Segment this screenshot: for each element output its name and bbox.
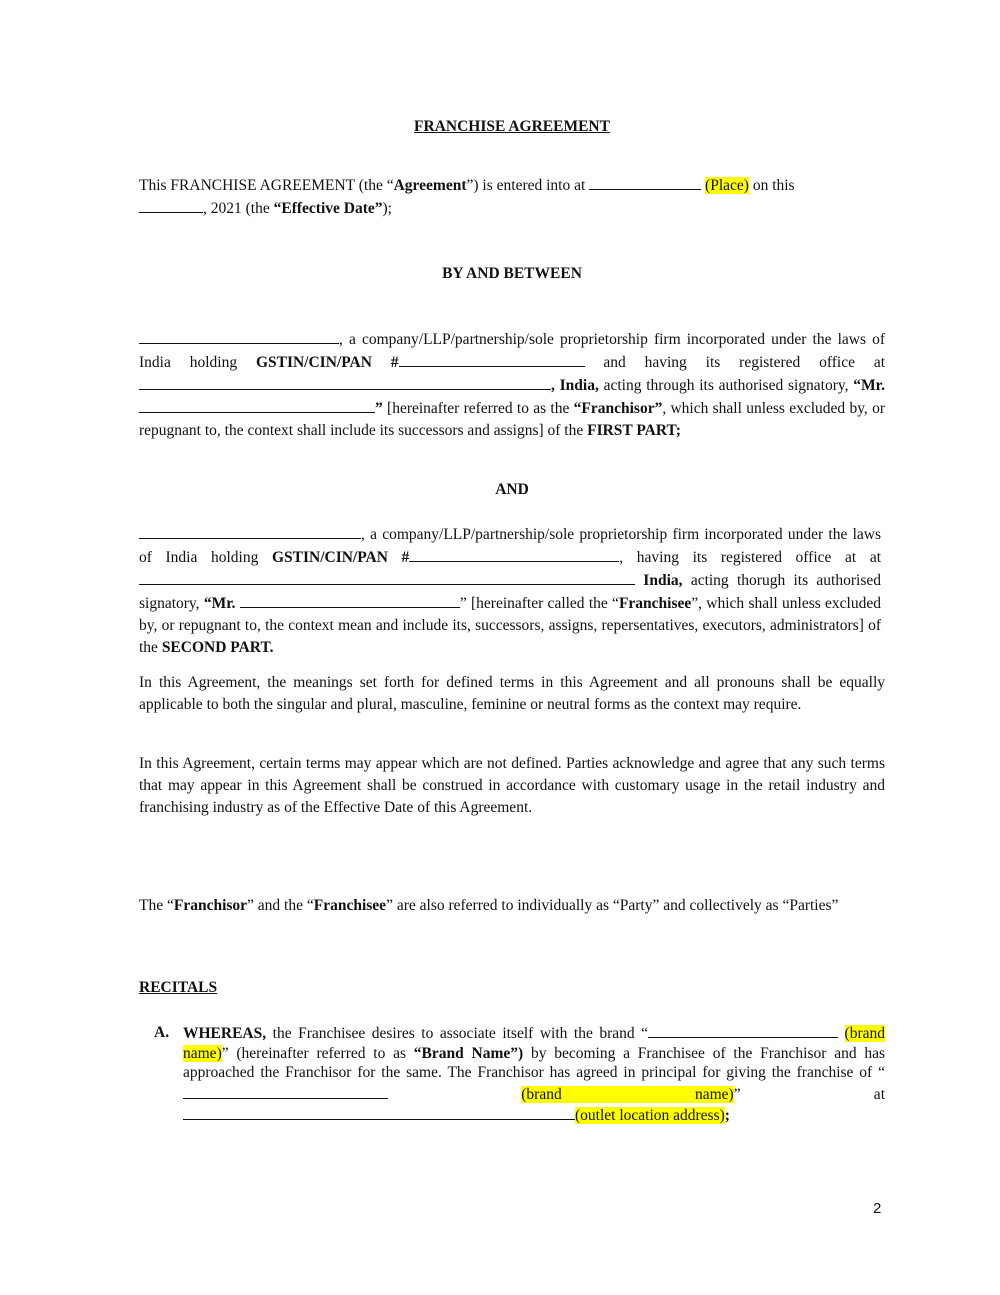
first-party-name-blank [139, 328, 339, 344]
by-and-between-heading: BY AND BETWEEN [442, 265, 582, 282]
outlet-address-blank [183, 1104, 575, 1120]
second-party-signatory-blank [240, 592, 460, 608]
outlet-address-highlight: (outlet location address) [575, 1107, 725, 1124]
first-party-paragraph: , a company/LLP/partnership/sole proprietorship firm incorporated under the laws of India holding GSTIN/CIN/PAN # and having its registered office at , India, acting through its authorised signatory, “Mr. ” [hereinafter referred to as the “Franchisor”, which shall unless excluded by, or repugnant to, the context shall include its successors and assigns] of the FIRST PART; [139, 328, 885, 442]
and-heading: AND [495, 481, 529, 498]
document-title: FRANCHISE AGREEMENT [414, 118, 610, 135]
brand-blank-1 [648, 1022, 838, 1038]
first-party-gstin-blank [399, 351, 585, 367]
undefined-terms-paragraph: In this Agreement, certain terms may appear which are not defined. Parties acknowledge and agree that any such terms that may appear in this Agreement shall be construed in accordance with customary usage in the retail industry and franchising industry as of the Effective Date of this Agreement. [139, 755, 885, 816]
definitions-paragraph: In this Agreement, the meanings set forth for defined terms in this Agreement and all pronouns shall be equally applicable to both the singular and plural, masculine, feminine or neutral forms as the context may require. [139, 674, 885, 713]
place-blank [589, 174, 701, 190]
date-blank [139, 197, 203, 213]
recital-a: A. WHEREAS, the Franchisee desires to associate itself with the brand “ (brand name)” (hereinafter referred to as “Brand Name”) by becoming a Franchisee of the Franchisor and has approached the Franchisor for the same. The Franchisor has agreed in principal for giving the franchise of “ (brand name)” at (outlet location address); [154, 1024, 886, 1124]
second-party-paragraph: , a company/LLP/partnership/sole proprietorship firm incorporated under the laws of India holding GSTIN/CIN/PAN # , having its registered office at at India, acting thorugh its authorised signatory, “Mr. ” [hereinafter called the “Franchisee”, which shall unless excluded by, or repugnant to, the context mean and include its, successors, assigns, repersentatives, executors, administrators] of the SECOND PART. [139, 523, 881, 659]
brand-blank-2 [183, 1083, 388, 1099]
brand-name-highlight-2: (brand name) [521, 1085, 734, 1103]
place-highlight: (Place) [705, 177, 749, 194]
first-party-signatory-blank [139, 397, 375, 413]
recitals-heading: RECITALS [139, 979, 218, 996]
first-party-address-blank [139, 374, 551, 390]
intro-paragraph: This FRANCHISE AGREEMENT (the “Agreement”) is entered into at (Place) on this , 2021 (the “Effective Date”); [139, 174, 885, 220]
recital-label: A. [154, 1024, 170, 1041]
page-number: 2 [873, 1200, 882, 1217]
second-party-address-blank [139, 569, 635, 585]
parties-paragraph: The “Franchisor” and the “Franchisee” are also referred to individually as “Party” and collectively as “Parties” [139, 897, 839, 914]
brand-name-highlight-1: (brand name) [183, 1025, 885, 1062]
second-party-gstin-blank [409, 546, 619, 562]
second-party-name-blank [139, 523, 361, 539]
